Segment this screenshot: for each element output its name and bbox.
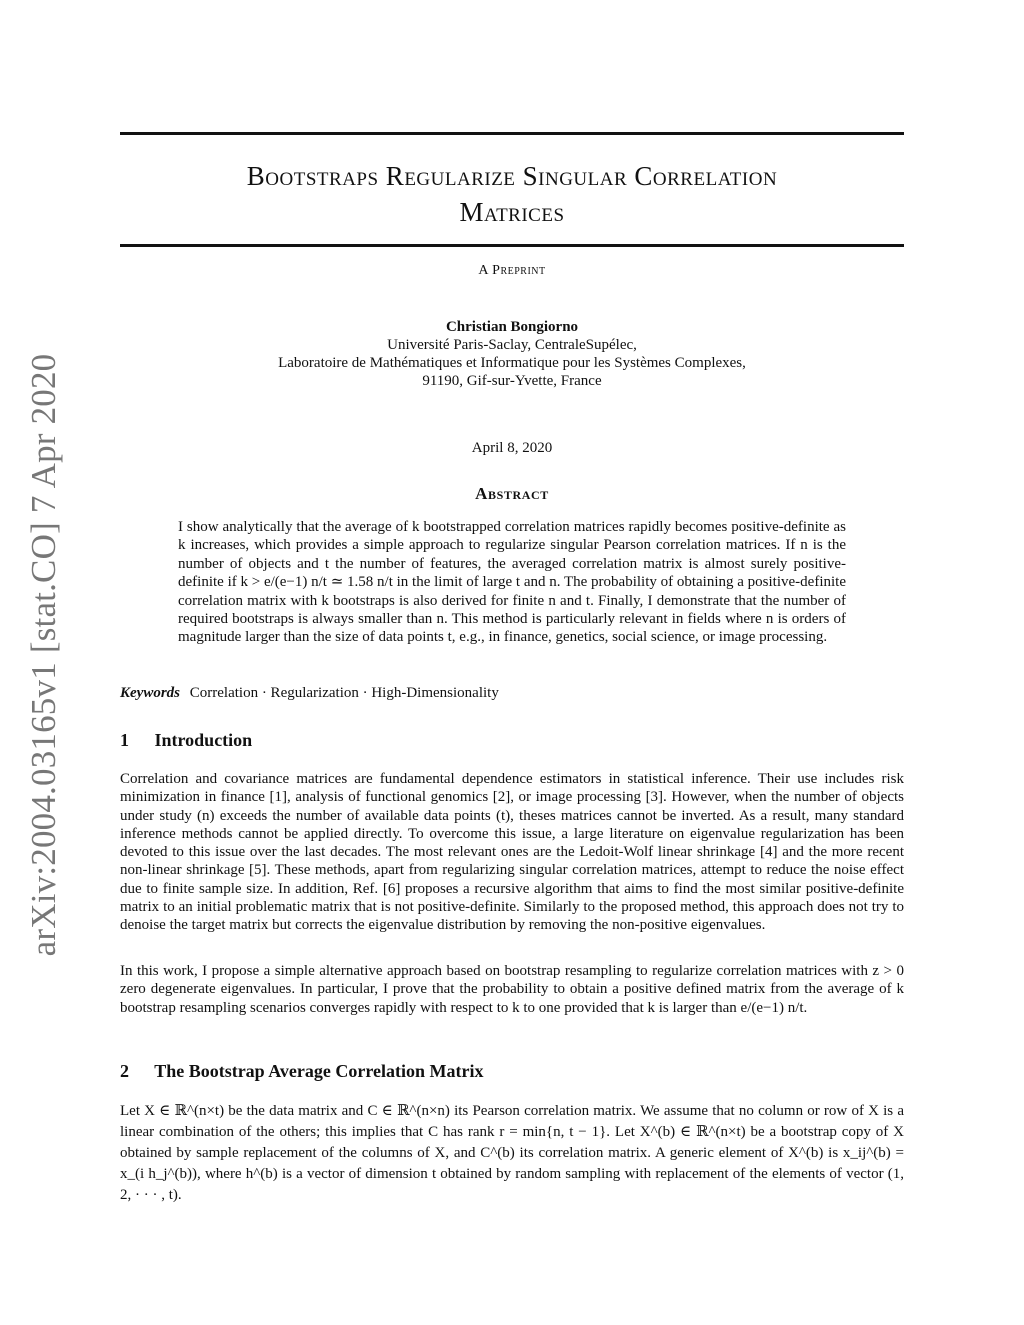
- keywords-label: Keywords: [120, 685, 180, 701]
- section-heading-introduction: [120, 730, 904, 751]
- abstract-text: I show analytically that the average of k bootstrapped correlation matrices rapidly becomes positive-definite as k increases, which provides a simple approach to regularize singular Pearson correlation matrices. If n is the number of objects and t the number of features, the averaged correlation matrix is almost surely positive-definite if k > e/(e−1) n/t ≃ 1.58 n/t in the limit of large t and n. The probability of obtaining a positive-definite correlation matrix with k bootstraps is also derived for finite n and t. Finally, I demonstrate that the number of required bootstraps is always smaller than n. This method is particularly relevant in fields where n is orders of magnitude larger than the size of data points t, e.g., in finance, genetics, social science, or image processing.: [178, 519, 846, 646]
- section-title: The Bootstrap Average Correlation Matrix: [154, 1061, 484, 1081]
- abstract-heading: Abstract: [475, 484, 549, 503]
- section-number: 1: [120, 730, 129, 750]
- introduction-paragraph-1: Correlation and covariance matrices are fundamental dependence estimators in statistical inference. Their use includes risk minimization in finance [1], analysis of functional genomics [2], or image processing [3]. However, when the number of objects under study (n) exceeds the number of available data points (t), theses matrices cannot be inverted. As a result, many standard inference methods cannot be applied directly. To overcome this issue, a large literature on eigenvalue regularization has been devoted to this issue over the last decades. The most relevant ones are the Ledoit-Wolf linear shrinkage [4] and the more recent non-linear shrinkage [5]. These methods, apart from regularizing singular correlation matrices, attempt to reduce the noise effect due to finite sample size. In addition, Ref. [6] proposes a recursive algorithm that aims to find the most similar positive-definite matrix to an initial problematic matrix that is not positive-definite. Similarly to the proposed method, this approach does not try to denoise the target matrix but corrects the eigenvalue distribution by removing the non-positive eigenvalues.: [120, 771, 904, 934]
- introduction-paragraph-2: In this work, I propose a simple alternative approach based on bootstrap resampling to regularize correlation matrices with z > 0 zero degenerate eigenvalues. In particular, I prove that the probability to obtain a positive defined matrix from the average of k bootstrap resampling scenarios converges rapidly with respect to k to one provided that k is larger than e/(e−1) n/t.: [120, 963, 904, 1016]
- title-rule-bottom: [120, 244, 904, 247]
- arxiv-stamp-container: [24, 353, 64, 957]
- section-number: 2: [120, 1061, 129, 1081]
- preprint-label: A Preprint: [478, 263, 546, 278]
- affiliation-line-3: 91190, Gif-sur-Yvette, France: [422, 373, 602, 389]
- author-name: Christian Bongiorno: [445, 319, 579, 335]
- keywords-line: [120, 685, 904, 702]
- title-line-1: Bootstraps Regularize Singular Correlation: [246, 161, 778, 191]
- section-title: Introduction: [154, 730, 253, 750]
- bootstrap-paragraph-1: Let X ∈ ℝ^(n×t) be the data matrix and C ∈ ℝ^(n×n) its Pearson correlation matrix. We assume that no column or row of X is a linear combination of the others; this implies that C has rank r = min{n, t − 1}. Let X^(b) ∈ ℝ^(n×t) be a bootstrap copy of X obtained by sample replacement of the columns of X, and C^(b) its correlation matrix. A generic element of X^(b) is x_ij^(b) = x_(i h_j^(b)), where h^(b) is a vector of dimension t obtained by random sampling with replacement of the elements of vector (1, 2, · · · , t).: [120, 1103, 904, 1203]
- keywords-text: Correlation · Regularization · High-Dimensionality: [189, 685, 499, 701]
- title-rule-top: [120, 132, 904, 135]
- author-block: [120, 318, 904, 390]
- publication-date: April 8, 2020: [471, 440, 553, 456]
- section-heading-bootstrap: [120, 1061, 904, 1082]
- affiliation-line-2: Laboratoire de Mathématiques et Informatique pour les Systèmes Complexes,: [278, 355, 746, 371]
- title-line-2: Matrices: [459, 197, 565, 227]
- paper-title: [120, 158, 904, 230]
- affiliation-line-1: Université Paris-Saclay, CentraleSupélec,: [387, 337, 637, 353]
- arxiv-stamp: arXiv:2004.03165v1 [stat.CO] 7 Apr 2020: [24, 353, 63, 957]
